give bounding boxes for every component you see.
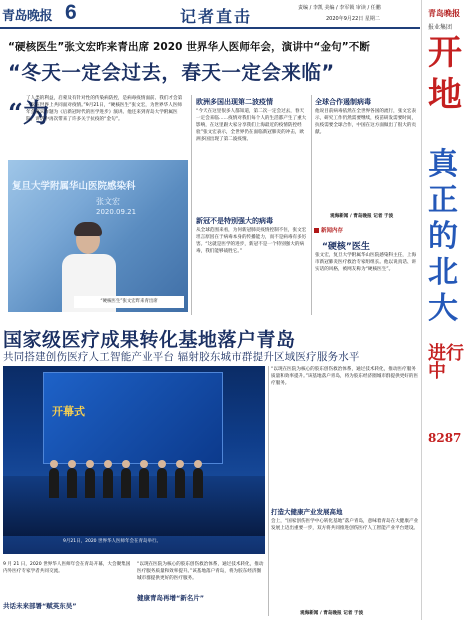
adjacent-char-5: 的 — [428, 219, 458, 254]
subhead-global-cooperation: 全球合作遏制病毒 — [315, 98, 371, 106]
adjacent-page-strip — [421, 0, 475, 620]
subhead-europe-wave: 欧洲多国出现第二波疫情 — [196, 98, 273, 106]
adjacent-phone: 8287 — [428, 431, 462, 445]
page-header — [0, 0, 420, 29]
second-right-paragraph-2: 会上，“国家创伤医学中心转化基地”落户青岛，意味着青岛在大健康产业发展上迈出重要一步，双方将共同推进创伤医疗人工智能产业平台建设。 — [271, 519, 419, 531]
photo-backdrop-banner — [8, 168, 188, 216]
adjacent-progress-label: 进行中 — [428, 343, 464, 382]
page-number: 6 — [65, 1, 77, 24]
column-divider — [268, 366, 269, 616]
adjacent-char-4: 正 — [428, 183, 458, 218]
adjacent-char-7: 大 — [428, 291, 458, 326]
second-subheadline: 共同搭建创伤医疗人工智能产业平台 辐射胶东城市群提升区域医疗服务水平 — [3, 351, 360, 363]
news-tag — [314, 226, 343, 234]
second-paragraph-mid: “以现在医院为核心的胶东创伤救治体系，通过技术转化，推动医疗服务质量和效率提升。”该基地落户青岛，将为胶东经济圈城市群提供更好的医疗服务。 — [137, 562, 264, 581]
photo-banner-date: 2020.09.21 — [96, 208, 137, 216]
editors-line: 责编 / 李凯 美编 / 李军锁 审读 / 任鹏 — [298, 5, 381, 11]
lead-paragraph: 了人类的利益，启蒙及有针对性的传染病防控，是病毒疫情面前、我们才会第一次在世界上共同面对疫情。”9月21日，“硬核医生”张文宏，为世界华人医师年会嘉宾作题为《后新冠时代的医学进步》演讲。他还来到青岛大学附属医院。讲话中再次带来了许多关于抗疫的“金句”。 — [26, 96, 183, 122]
byline-bottom: 观海新闻 / 青岛晚报 记者 于波 — [300, 611, 364, 616]
photo-banner-name: 张文宏 — [96, 197, 120, 206]
adjacent-char-1: 开 — [428, 33, 462, 73]
right-paragraph-1: 他说目前病毒依然在全世界各国的流行，张文宏表示，研究工作仍然需要继续，疫苗研发需要时间，抗疫需要全球合作，中国在这方面做出了很大的贡献。 — [315, 109, 417, 135]
adjacent-logo: 青岛晚报 — [428, 9, 460, 18]
subhead-future-plans: 共话未来部署“赋英东吴” — [3, 602, 77, 610]
byline-top: 观海新闻 / 青岛晚报 记者 于波 — [330, 214, 394, 219]
right-paragraph-2: 张文宏，复旦大学附属华山医院感染科主任，上海市新冠肺炎医疗救治专家组组长。他以说真话、讲实话的风格，被网友称为“硬核医生”。 — [315, 253, 417, 272]
adjacent-char-2: 地 — [428, 75, 462, 115]
adjacent-subtitle: 报业集团 — [428, 24, 453, 31]
news-tag-label: 新闻内存 — [321, 228, 344, 234]
event-photo — [3, 366, 265, 554]
issue-date: 2020年9月22日 星期二 — [326, 16, 380, 22]
newspaper-logo: 青岛晚报 — [2, 9, 53, 24]
article-lead — [8, 95, 186, 157]
article-kicker: “硬核医生”张文宏昨来青出席 2020 世界华人医师年会，演讲中“金句”不断 — [8, 41, 370, 53]
second-headline: 国家级医疗成果转化基地落户青岛 — [3, 329, 296, 351]
adjacent-char-3: 真 — [428, 147, 458, 182]
drop-cap: “为 — [8, 99, 49, 129]
event-photo-caption: 9月21日，2020 世界华人医师年会在青岛举行。 — [63, 539, 161, 544]
subhead-health-qingdao: 健康青岛再增“新名片” — [137, 594, 205, 602]
column-divider — [191, 95, 192, 315]
column-divider — [311, 95, 312, 315]
stage-screen — [43, 372, 223, 464]
adjacent-char-6: 北 — [428, 255, 458, 290]
second-right-paragraph: “以现在医院为核心的胶东创伤救治体系，通过技术转化，推动医疗服务质量和效率提升。”该基地落户青岛，将为胶东经济圈城市群提供更好的医疗服务。 — [271, 367, 419, 386]
speaker-photo — [8, 160, 188, 312]
section-title: 记者直击 — [180, 7, 253, 26]
middle-paragraph-1: “今天在这里很多人都知道，第二次一定会过去，春天一定会来临……疫情对我们每个人的生活都产生了重大影响，在这里跟大家分享我们上海最近的疫情防控经验”张文宏表示，全世界仍在面临新冠肺炎的冲击，欧洲多国出现了第二波疫情。 — [196, 109, 307, 142]
second-intro-paragraph: 9 月 21 日，2020 世界华人医师年会在青岛开幕，大会聚集国内外医疗专家学者共同交流。 — [3, 562, 131, 574]
article-headline: “冬天一定会过去，春天一定会来临” — [8, 61, 335, 84]
photo-banner-title: 复旦大学附属华山医院感染科 — [12, 181, 136, 192]
stage-screen-text: 开幕式 — [52, 405, 85, 418]
photo-caption: “硬核医生”张文宏昨来青出席 — [74, 296, 184, 308]
middle-paragraph-2: 从全球范围来看，为何新冠肺炎疫情控制不住，张文宏坦言原因在于病毒本身的传播能力，而不是病毒有多厉害。“这就是医学的进步，新冠不是一个特别强大的病毒，我们能够战胜它。” — [196, 228, 307, 254]
subhead-industry-highland: 打造大健康产业发展高地 — [271, 508, 343, 516]
subhead-virus-not-strong: 新冠不是特别强大的病毒 — [196, 217, 273, 225]
stage-guests — [43, 462, 223, 498]
sidebar-title: “硬核”医生 — [322, 242, 370, 252]
